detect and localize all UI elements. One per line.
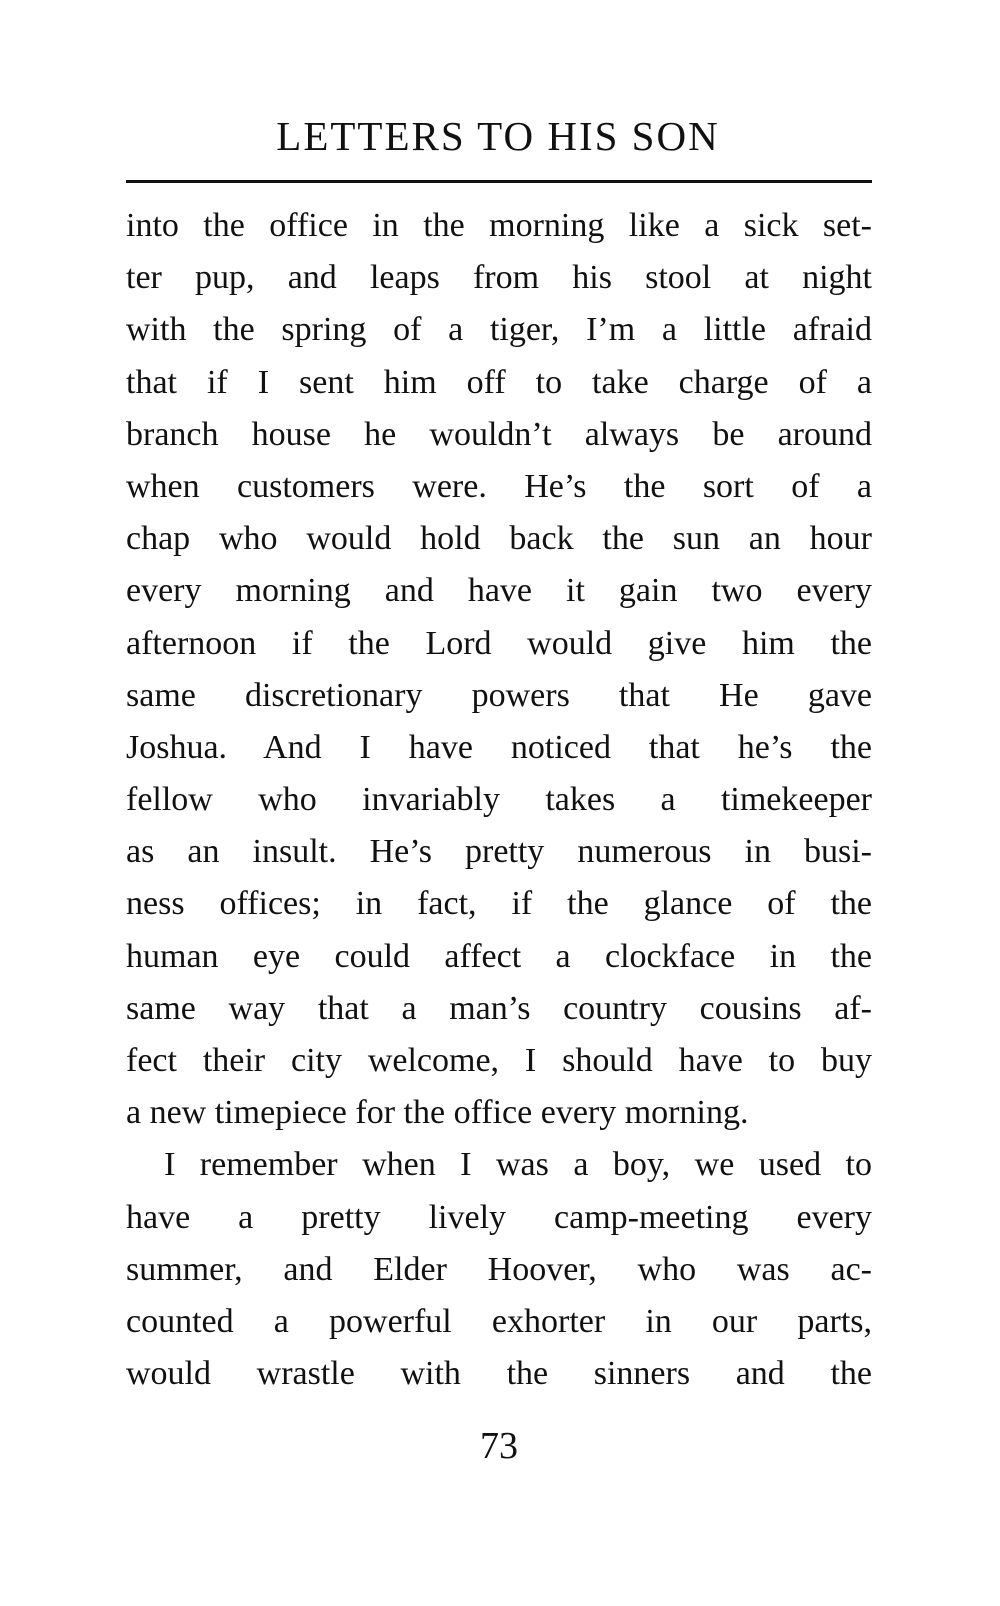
- text-line: summer, and Elder Hoover, who was ac-: [126, 1250, 872, 1288]
- text-line: into the office in the morning like a sick set-: [126, 207, 872, 244]
- running-title: LETTERS TO HIS SON: [276, 113, 720, 159]
- text-line: I remember when I was a boy, we used to: [164, 1146, 872, 1184]
- text-line: as an insult. He’s pretty numerous in busi-: [126, 833, 872, 871]
- text-line: have a pretty lively camp-meeting every: [126, 1198, 872, 1236]
- body-text: [126, 200, 872, 1400]
- text-line: ness offices; in fact, if the glance of the: [126, 885, 872, 923]
- text-line: afternoon if the Lord would give him the: [126, 624, 872, 662]
- text-line: fellow who invariably takes a timekeeper: [126, 781, 872, 819]
- text-line: when customers were. He’s the sort of a: [126, 467, 872, 505]
- paragraph-2: [126, 1139, 872, 1400]
- text-line: fect their city welcome, I should have to buy: [126, 1042, 872, 1079]
- header-rule: [126, 180, 872, 183]
- text-line: with the spring of a tiger, I’m a little afraid: [126, 311, 872, 349]
- text-line: human eye could affect a clockface in the: [126, 937, 872, 975]
- text-line: a new timepiece for the office every morning.: [126, 1094, 749, 1132]
- text-line: branch house he wouldn’t always be around: [126, 415, 872, 453]
- text-line: would wrastle with the sinners and the: [126, 1355, 872, 1393]
- text-line: same discretionary powers that He gave: [126, 676, 872, 714]
- text-line: ter pup, and leaps from his stool at night: [126, 259, 872, 297]
- text-line: that if I sent him off to take charge of a: [126, 363, 872, 401]
- text-line: chap who would hold back the sun an hour: [126, 520, 872, 558]
- text-line: Joshua. And I have noticed that he’s the: [126, 728, 872, 766]
- page-number: 73: [480, 1425, 518, 1467]
- text-line: same way that a man’s country cousins af-: [126, 989, 872, 1027]
- paragraph-1: [126, 200, 872, 1139]
- text-line: counted a powerful exhorter in our parts,: [126, 1302, 872, 1340]
- text-line: every morning and have it gain two every: [126, 572, 872, 610]
